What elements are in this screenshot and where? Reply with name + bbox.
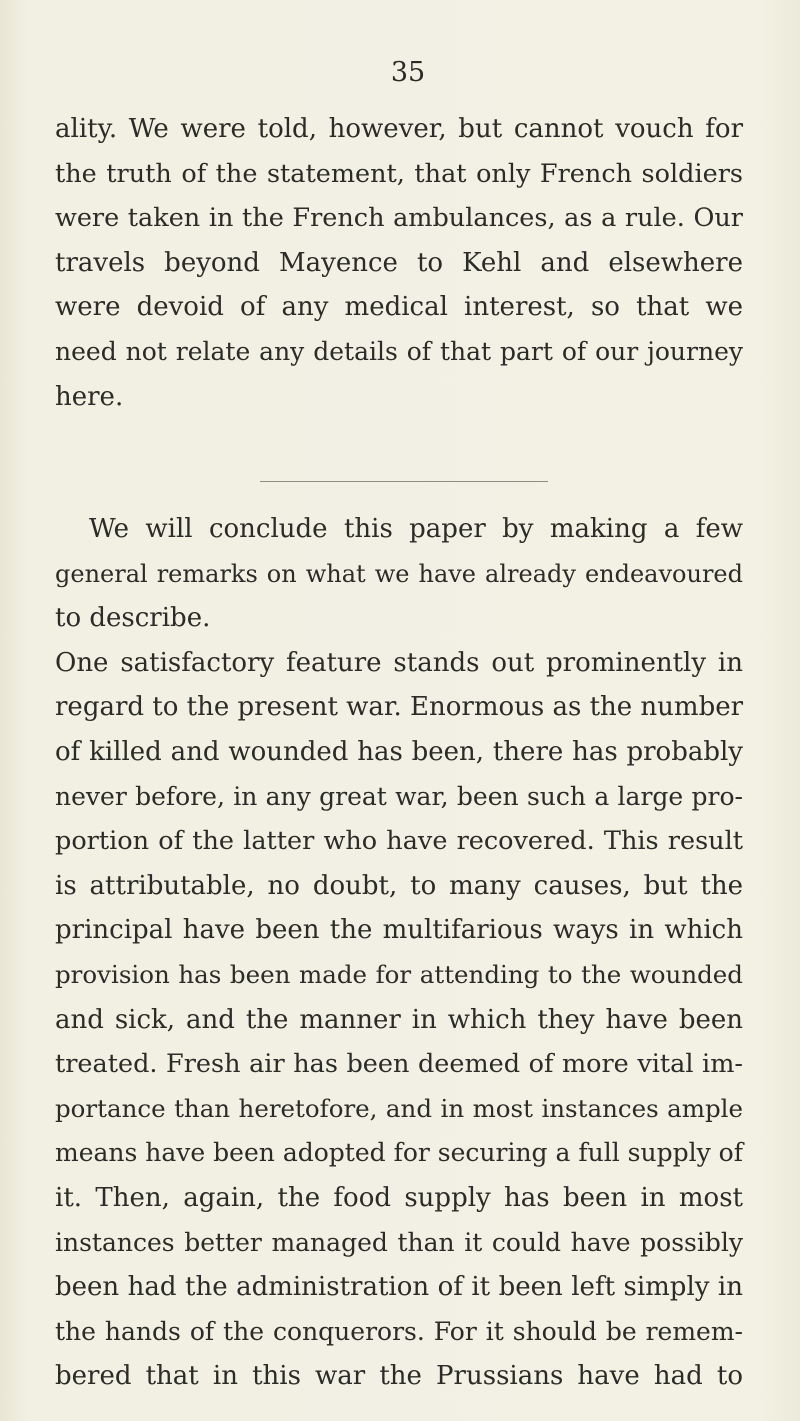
text-line: the hands of the conquerors. For it should be remem- bbox=[55, 1316, 743, 1346]
text-line: were taken in the French ambulances, as a rule. Our bbox=[55, 203, 743, 234]
text-line: provision has been made for attending to the wounded bbox=[55, 959, 743, 989]
text-line: regard to the present war. Enormous as the number bbox=[55, 692, 744, 723]
section-two-text bbox=[55, 507, 743, 1399]
paragraph bbox=[55, 641, 743, 1399]
text-line: treated. Fresh air has been deemed of more vital im- bbox=[55, 1049, 743, 1080]
text-line: principal have been the multifarious ways in which bbox=[55, 915, 743, 946]
text-line: of killed and wounded has been, there has probably bbox=[55, 736, 743, 767]
text-line: instances better managed than it could have possibly bbox=[55, 1227, 743, 1257]
text-line: it. Then, again, the food supply has been in most bbox=[55, 1182, 743, 1213]
text-line: here. bbox=[55, 381, 124, 412]
paragraph bbox=[55, 507, 743, 552]
text-line: portance than heretofore, and in most instances ample bbox=[55, 1093, 743, 1123]
paragraph bbox=[55, 552, 743, 641]
paragraph bbox=[55, 107, 743, 419]
section-one-text bbox=[55, 107, 743, 419]
text-line: We will conclude this paper by making a few bbox=[89, 514, 743, 544]
text-line: ality. We were told, however, but cannot vouch for bbox=[55, 114, 743, 144]
text-line: travels beyond Mayence to Kehl and elsewhere bbox=[55, 247, 743, 278]
text-line: general remarks on what we have already endeavoured bbox=[55, 559, 743, 588]
text-line: means have been adopted for securing a full supply of bbox=[55, 1138, 743, 1168]
text-line: were devoid of any medical interest, so that we bbox=[55, 292, 743, 323]
page-number: 35 bbox=[390, 57, 426, 88]
text-line: bered that in this war the Prussians have had to bbox=[55, 1361, 743, 1392]
text-line: and sick, and the manner in which they have been bbox=[55, 1004, 743, 1035]
section-divider bbox=[260, 481, 548, 482]
text-line: portion of the latter who have recovered. This result bbox=[55, 826, 743, 857]
text-line: need not relate any details of that part of our journey bbox=[55, 336, 743, 366]
text-line: to describe. bbox=[55, 603, 211, 634]
text-line: One satisfactory feature stands out prominently in bbox=[55, 647, 743, 678]
text-line: been had the administration of it been left simply in bbox=[55, 1272, 743, 1303]
text-line: never before, in any great war, been such a large pro- bbox=[55, 781, 743, 811]
text-line: the truth of the statement, that only French soldiers bbox=[55, 158, 743, 189]
text-line: is attributable, no doubt, to many causes, but the bbox=[55, 870, 743, 901]
